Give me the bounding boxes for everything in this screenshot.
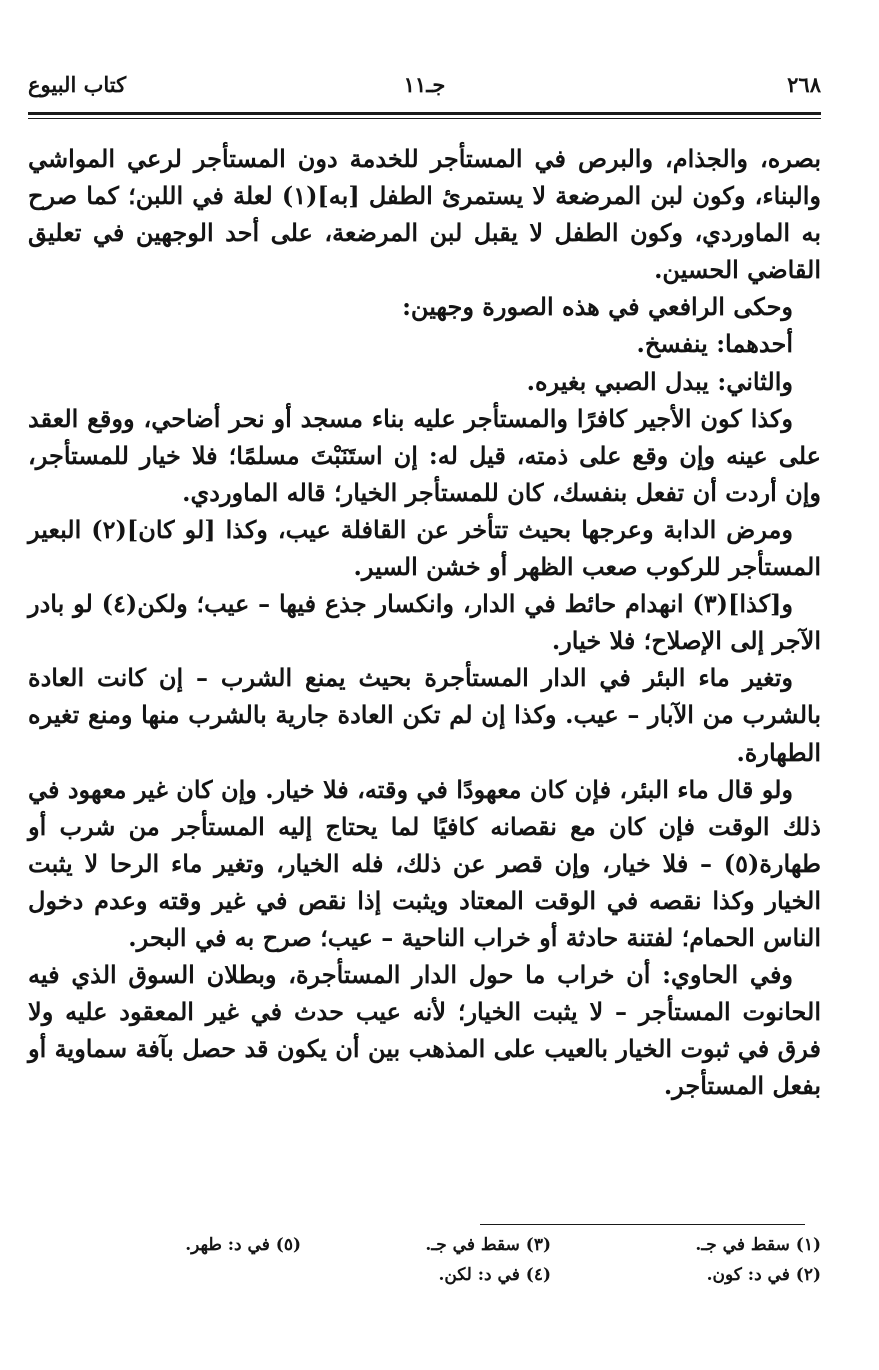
page-number: ٢٦٨ bbox=[787, 72, 821, 97]
volume-label: جـ١١ bbox=[403, 72, 446, 97]
paragraph: ومرض الدابة وعرجها بحيث تتأخر عن القافلة عيب، وكذا [لو كان](٢) البعير المستأجر للركوب صعب الظهر أو خشن السير. bbox=[28, 514, 821, 582]
footnote-4: (٤) في د: لكن. bbox=[438, 1265, 551, 1285]
header-rule-thick bbox=[28, 112, 821, 115]
paragraph: وفي الحاوي: أن خراب ما حول الدار المستأجرة، وبطلان السوق الذي فيه الحانوت المستأجر – لا يثبت الخيار؛ لأنه عيب حدث في غير المعقود عليه ولا فرق في ثبوت الخيار بالعيب على المذهب بين أن يكون قد حصل بآفة سماوية أو بفعل المستأجر. bbox=[28, 960, 821, 1101]
paragraph: وكذا كون الأجير كافرًا والمستأجر عليه بناء مسجد أو نحر أضاحي، ووقع العقد على عينه وإن وقع على ذمته، قيل له: إن استَنَبْتَ مسلمًا؛ فلا خيار للمستأجر، وإن أردت أن تفعل بنفسك، كان للمستأجر الخيار؛ قاله الماوردي. bbox=[28, 403, 821, 507]
paragraph: و[كذا](٣) انهدام حائط في الدار، وانكسار جذع فيها – عيب؛ ولكن(٤) لو بادر الآجر إلى الإصلاح؛ فلا خيار. bbox=[28, 589, 821, 656]
page-header bbox=[28, 72, 821, 110]
paragraph: وحكى الرافعي في هذه الصورة وجهين: bbox=[402, 292, 793, 322]
paragraph: بصره، والجذام، والبرص في المستأجر للخدمة دون المستأجر لرعي المواشي والبناء، وكون لبن المرضعة لا يستمرئ الطفل [به](١) لعلة في اللبن؛ كما صرح به الماوردي، وكون الطفل لا يقبل لبن المرضعة، على أحد الوجهين في تعليق القاضي الحسين. bbox=[28, 144, 821, 285]
footnote-separator bbox=[480, 1224, 805, 1225]
paragraph: وتغير ماء البئر في الدار المستأجرة بحيث يمنع الشرب – إن كانت العادة بالشرب من الآبار – عيب. وكذا إن لم تكن العادة جارية بالشرب منها ومنع تغيره الطهارة. bbox=[28, 663, 821, 767]
footnote-1: (١) سقط في جـ. bbox=[695, 1235, 821, 1255]
main-text bbox=[28, 140, 821, 1104]
header-rule-thin bbox=[28, 118, 821, 119]
footnote-3: (٣) سقط في جـ. bbox=[425, 1235, 551, 1255]
footnote-2: (٢) في د: كون. bbox=[706, 1265, 821, 1285]
paragraph: ولو قال ماء البئر، فإن كان معهودًا في وقته، فلا خيار. وإن كان غير معهود في ذلك الوقت فإن كان مع نقصانه كافيًا لما يحتاج إليه المستأجر من شرب أو طهارة(٥) – فلا خيار، وإن قصر عن ذلك، فله الخيار، وتغير ماء الرحا لا يثبت الخيار وكذا نقصه في الوقت المعتاد ويثبت إذا نقص في غير وقته وعدم دخول الناس الحمام؛ لفتنة حادثة أو خراب الناحية – عيب؛ صرح به في البحر. bbox=[28, 774, 821, 952]
book-title: كتاب البيوع bbox=[28, 72, 127, 97]
paragraph: أحدهما: ينفسخ. bbox=[636, 329, 793, 359]
footnote-5: (٥) في د: طهر. bbox=[185, 1235, 301, 1255]
paragraph: والثاني: يبدل الصبي بغيره. bbox=[526, 366, 793, 396]
